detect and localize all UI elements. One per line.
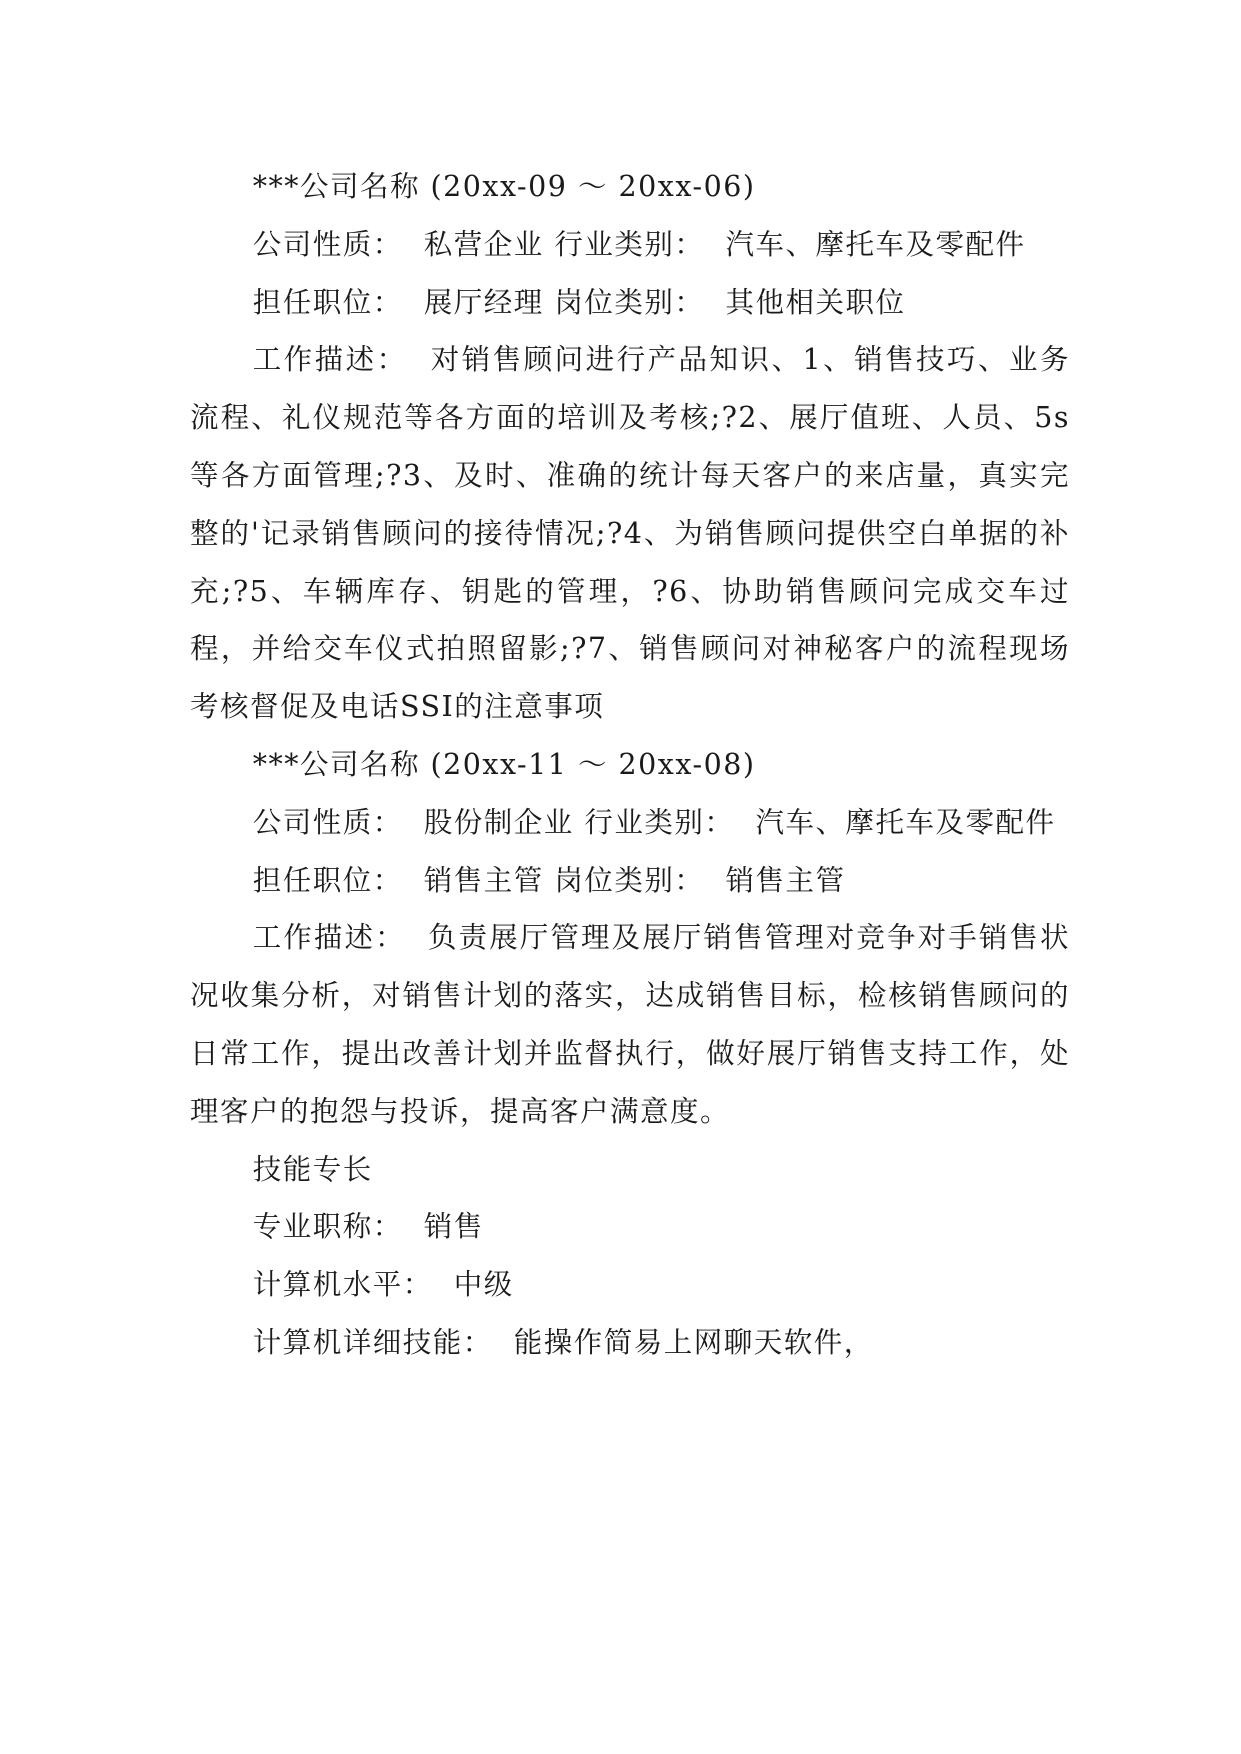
company-2-heading: ***公司名称 (20xx-11 ～ 20xx-08) <box>252 747 756 781</box>
company-1-heading: ***公司名称 (20xx-09 ～ 20xx-06) <box>252 170 756 203</box>
computer-level: 计算机水平： 中级 <box>252 1268 514 1302</box>
company-1-position: 担任职位： 展厅经理 岗位类别： 其他相关职位 <box>252 285 906 319</box>
company-2-position: 担任职位： 销售主管 岗位类别： 销售主管 <box>252 863 846 897</box>
professional-title: 专业职称： 销售 <box>252 1210 484 1244</box>
company-1-job-description: 工作描述： 对销售顾问进行产品知识、1、销售技巧、业务流程、礼仪规范等各方面的培训及考核;?2、展厅值班、人员、5s等各方面管理;?3、及时、准确的统计每天客户的来店量，真实完整的'记录销售顾问的接待情况;?4、为销售顾问提供空白单据的补充;?5、车辆库存、钥匙的管理，?6、协助销售顾问完成交车过程，并给交车仪式拍照留影;?7、销售顾问对神秘客户的流程现场考核督促及电话SSI的注意事项 <box>190 343 1070 724</box>
computer-skills-detail: 计算机详细技能： 能操作简易上网聊天软件， <box>252 1325 874 1359</box>
document-page <box>190 158 1070 1372</box>
skills-heading: 技能专长 <box>252 1152 373 1186</box>
company-2-job-description: 工作描述： 负责展厅管理及展厅销售管理对竞争对手销售状况收集分析，对销售计划的落实，达成销售目标，检核销售顾问的日常工作，提出改善计划并监督执行，做好展厅销售支持工作，处理客户的抱怨与投诉，提高客户满意度。 <box>190 921 1070 1128</box>
company-2-nature-industry: 公司性质： 股份制企业 行业类别： 汽车、摩托车及零配件 <box>252 805 1056 839</box>
company-1-nature-industry: 公司性质： 私营企业 行业类别： 汽车、摩托车及零配件 <box>252 227 1026 261</box>
